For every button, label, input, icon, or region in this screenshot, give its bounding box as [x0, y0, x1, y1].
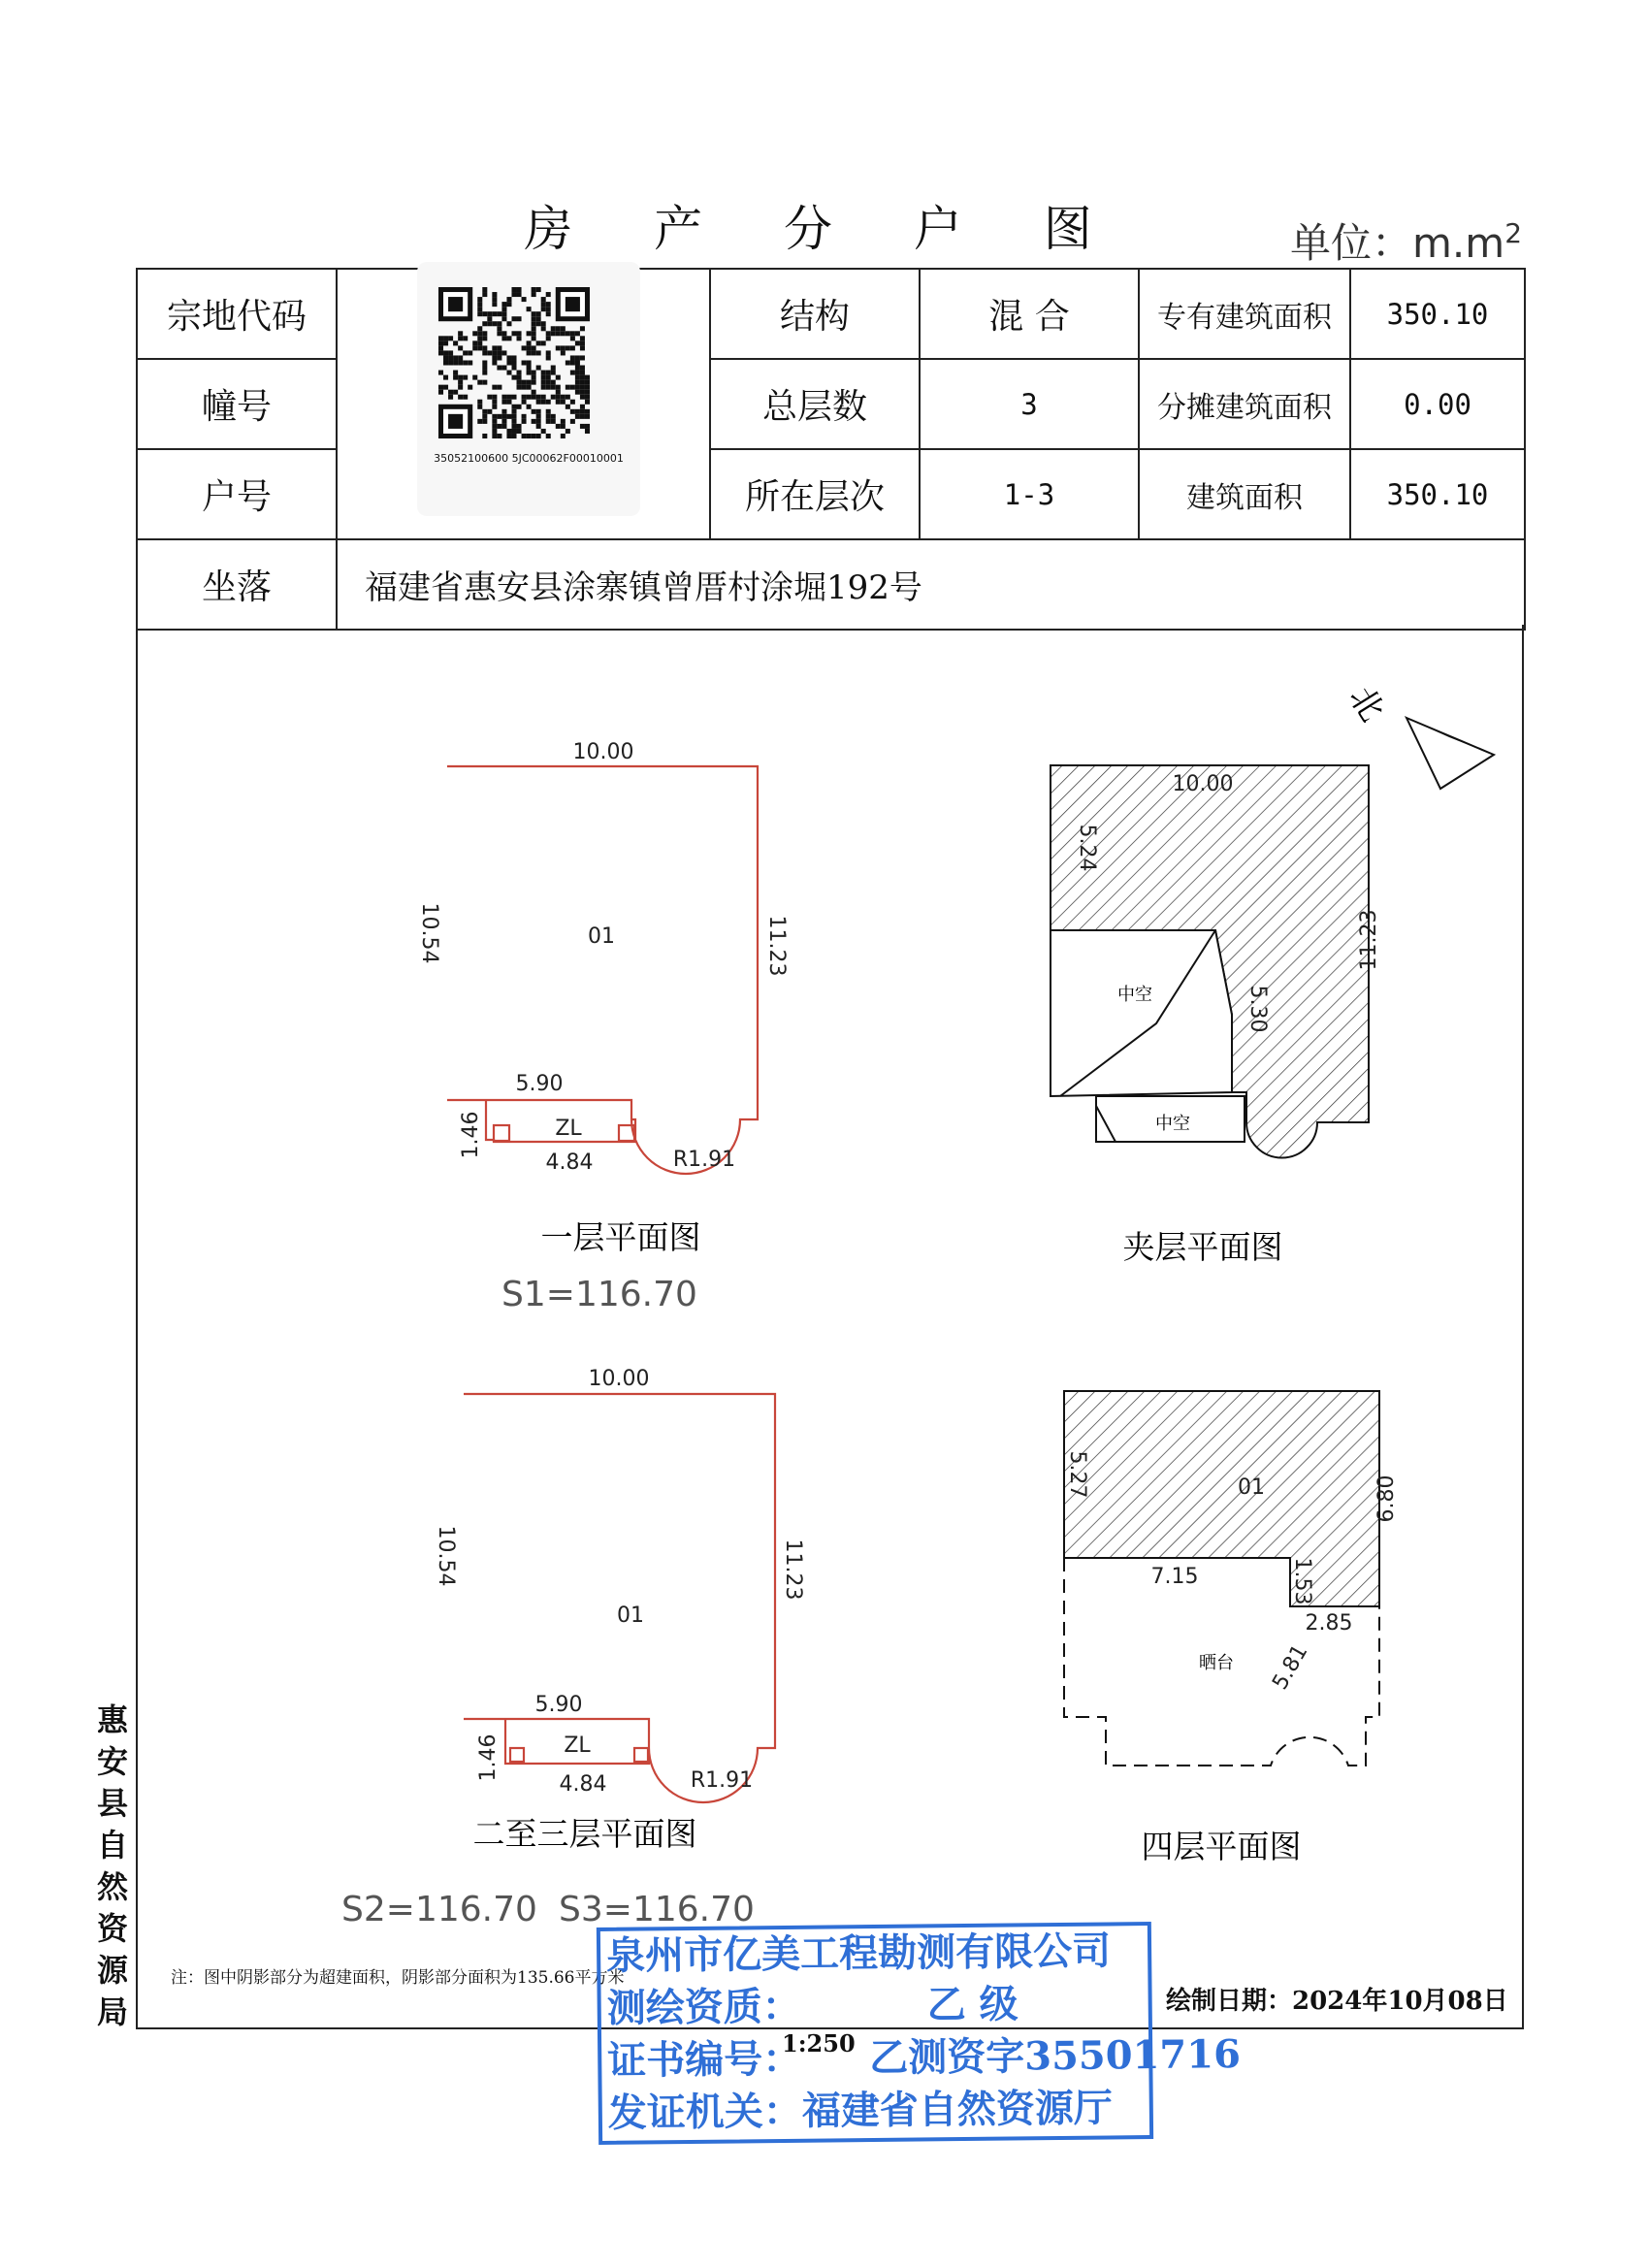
- stamp-qualification-row: [600, 1978, 1148, 2036]
- plan2-left-dim: 5.24: [1075, 824, 1099, 872]
- plan3-zl-width: 4.84: [559, 1772, 607, 1797]
- label-shared-area: 分摊建筑面积: [1139, 359, 1350, 449]
- plan4-step-width: 2.85: [1305, 1611, 1353, 1636]
- plan3-top-dim: 10.00: [588, 1367, 650, 1391]
- label-building-area: 建筑面积: [1139, 449, 1350, 539]
- plan3-right-dim: 11.23: [781, 1539, 805, 1601]
- footnote: 注：图中阴影部分为超建面积，阴影部分面积为135.66平方米: [171, 1968, 625, 1988]
- drawing-scale: 1:250: [782, 2029, 856, 2057]
- plan4-terrace-label: 晒台: [1199, 1653, 1234, 1673]
- unit-text: 单位：m.m: [1290, 219, 1505, 267]
- label-total-floors: 总层数: [710, 359, 920, 449]
- plan-fourth-floor: [1064, 1391, 1379, 1766]
- stamp-qualification-value: 乙 级: [926, 1981, 1018, 2028]
- side-authority-label: 惠安县自然资源局: [96, 1701, 128, 2030]
- plan3-room-label: 01: [617, 1604, 644, 1628]
- value-exclusive-area: 350.10: [1350, 269, 1525, 359]
- plan3-inner-dim: 5.90: [534, 1693, 583, 1717]
- label-parcel-code: 宗地代码: [137, 269, 337, 359]
- unit-superscript: 2: [1504, 217, 1523, 249]
- document-title: 房 产 分 户 图: [524, 201, 1125, 257]
- plan3-radius: R1.91: [690, 1768, 754, 1793]
- surveyor-stamp: [597, 1922, 1242, 2145]
- label-structure: 结构: [710, 269, 920, 359]
- plan2-caption: 夹层平面图: [1122, 1228, 1283, 1266]
- plan4-mid-dim: 7.15: [1150, 1565, 1199, 1589]
- plan1-zl-height: 1.46: [459, 1111, 483, 1159]
- label-building-no: 幢号: [137, 359, 337, 449]
- plan2-right-dim: 11.23: [1357, 909, 1381, 971]
- plan1-area: S1=116.70: [501, 1275, 697, 1314]
- plan4-caption: 四层平面图: [1141, 1828, 1302, 1865]
- plan3-left-dim: 10.54: [434, 1525, 458, 1587]
- plan4-right-dim: 6.80: [1374, 1474, 1399, 1523]
- plan-first-floor: [447, 766, 758, 1174]
- qr-code-text: 35052100600 5JC00062F00010001: [434, 452, 624, 465]
- plan1-top-dim: 10.00: [572, 740, 634, 764]
- label-location: 坐落: [137, 539, 337, 630]
- value-floor-level: 1-3: [920, 449, 1139, 539]
- plan1-left-dim: 10.54: [417, 902, 441, 964]
- stamp-issuer: 发证机关：福建省自然资源厅: [607, 2085, 1114, 2136]
- plan1-caption: 一层平面图: [540, 1218, 701, 1256]
- plan-second-third-floor: [464, 1394, 775, 1802]
- plan4-left-dim: 5.27: [1065, 1450, 1089, 1499]
- plan2-top-dim: 10.00: [1172, 772, 1234, 796]
- plan4-step-dim: 1.53: [1290, 1557, 1314, 1605]
- stamp-certificate-row: [601, 2030, 1242, 2089]
- drawing-date: 绘制日期：2024年10月08日: [1166, 1987, 1508, 2016]
- plan3-area-s3: S3=116.70: [559, 1890, 755, 1929]
- plan2-void-label: 中空: [1117, 985, 1152, 1005]
- plan1-zl-width: 4.84: [545, 1150, 594, 1175]
- plan4-diag-dim: 5.81: [1268, 1640, 1313, 1695]
- value-shared-area: 0.00: [1350, 359, 1525, 449]
- plan1-column-left: [494, 1125, 509, 1141]
- plan1-outline: [447, 766, 758, 1174]
- label-unit-no: 户号: [137, 449, 337, 539]
- stamp-certificate-value: 乙测资字35501716: [869, 2031, 1242, 2082]
- plan1-zl-label: ZL: [555, 1117, 582, 1141]
- plan3-zl-label: ZL: [564, 1733, 591, 1758]
- plan1-right-dim: 11.23: [764, 915, 789, 977]
- plan1-radius: R1.91: [672, 1148, 736, 1172]
- stamp-certificate-label: 证书编号：: [607, 2035, 802, 2084]
- plan4-room-label: 01: [1238, 1475, 1265, 1500]
- label-floor-level: 所在层次: [710, 449, 920, 539]
- stamp-qualification-label: 测绘资质：: [606, 1983, 801, 2031]
- plan1-inner-dim: 5.90: [515, 1072, 564, 1096]
- value-total-floors: 3: [920, 359, 1139, 449]
- plan3-caption: 二至三层平面图: [472, 1815, 697, 1853]
- plan2-void-label-2: 中空: [1155, 1114, 1190, 1134]
- label-exclusive-area: 专有建筑面积: [1139, 269, 1350, 359]
- value-location: 福建省惠安县涂寨镇曾厝村涂堀192号: [337, 539, 1525, 630]
- value-structure: 混 合: [920, 269, 1139, 359]
- plan3-zl-height: 1.46: [476, 1733, 501, 1782]
- stamp-company: 泉州市亿美工程勘测有限公司: [605, 1928, 1112, 1979]
- north-label: 北: [1341, 679, 1392, 729]
- plan2-diag-dim: 5.30: [1245, 985, 1270, 1033]
- plan3-area-s2: S2=116.70: [341, 1890, 537, 1929]
- plan1-room-label: 01: [588, 924, 615, 949]
- value-building-area: 350.10: [1350, 449, 1525, 539]
